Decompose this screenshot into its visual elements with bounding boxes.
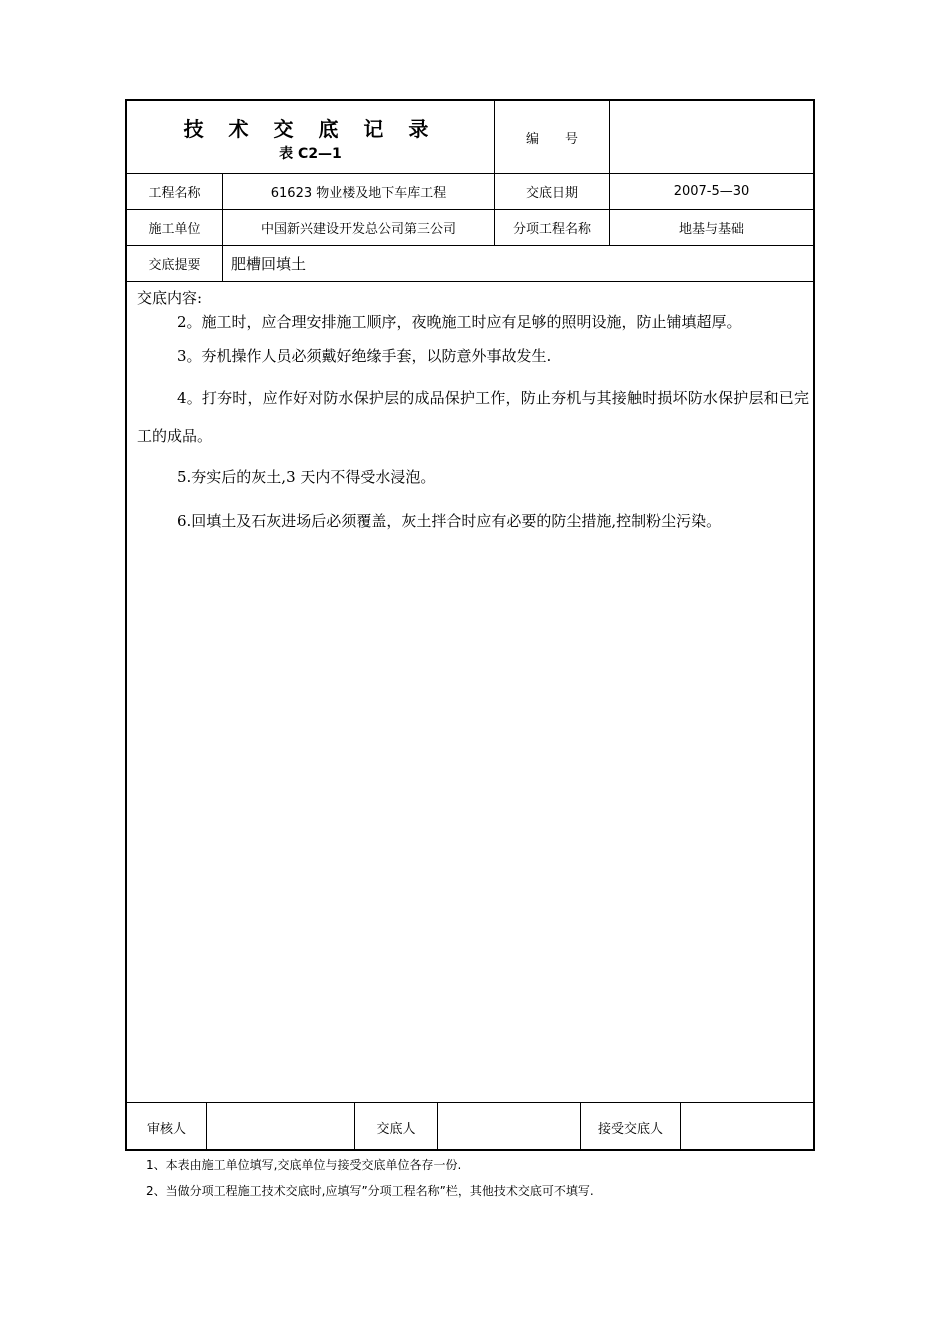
unit-label: 施工单位	[148, 222, 201, 237]
receiver-label: 接受交底人	[597, 1121, 663, 1137]
disclosure-form	[125, 99, 815, 1151]
row-divider	[127, 281, 813, 282]
reviewer-label: 审核人	[146, 1121, 186, 1137]
date-value[interactable]: 2007-5—30	[673, 184, 750, 199]
content-paragraph: 5.夯实后的灰土,3 天内不得受水浸泡。	[177, 468, 436, 486]
number-value[interactable]	[610, 101, 813, 173]
summary-label: 交底提要	[148, 258, 201, 273]
project-name-value[interactable]: 61623 物业楼及地下车库工程	[270, 186, 447, 201]
content-lead: 交底内容:	[137, 289, 203, 307]
subproject-label: 分项工程名称	[512, 222, 591, 237]
form-title: 技 术 交 底 记 录	[183, 117, 438, 141]
discloser-value[interactable]	[438, 1103, 580, 1151]
summary-value[interactable]: 肥槽回填土	[231, 255, 307, 273]
form-code: 表 C2—1	[279, 146, 342, 162]
reviewer-value[interactable]	[207, 1103, 354, 1151]
unit-value[interactable]: 中国新兴建设开发总公司第三公司	[260, 222, 456, 237]
footnote: 2、当做分项工程施工技术交底时,应填写”分项工程名称”栏，其他技术交底可不填写.	[146, 1184, 594, 1198]
number-label: 编 号	[525, 131, 578, 147]
discloser-label: 交底人	[376, 1121, 416, 1137]
content-paragraph: 3。夯机操作人员必须戴好绝缘手套，以防意外事故发生.	[177, 347, 552, 365]
date-label: 交底日期	[525, 186, 578, 201]
content-paragraph: 4。打夯时，应作好对防水保护层的成品保护工作，防止夯机与其接触时损坏防水保护层和已完工的成品。	[137, 389, 809, 445]
footnote: 1、本表由施工单位填写,交底单位与接受交底单位各存一份.	[146, 1158, 462, 1172]
project-name-label: 工程名称	[148, 186, 201, 201]
subproject-value[interactable]: 地基与基础	[678, 222, 744, 237]
content-paragraph: 6.回填土及石灰进场后必须覆盖，灰土拌合时应有必要的防尘措施,控制粉尘污染。	[177, 512, 722, 530]
content-paragraph: 2。施工时，应合理安排施工顺序，夜晚施工时应有足够的照明设施，防止铺填超厚。	[177, 313, 742, 331]
receiver-value[interactable]	[681, 1103, 813, 1151]
